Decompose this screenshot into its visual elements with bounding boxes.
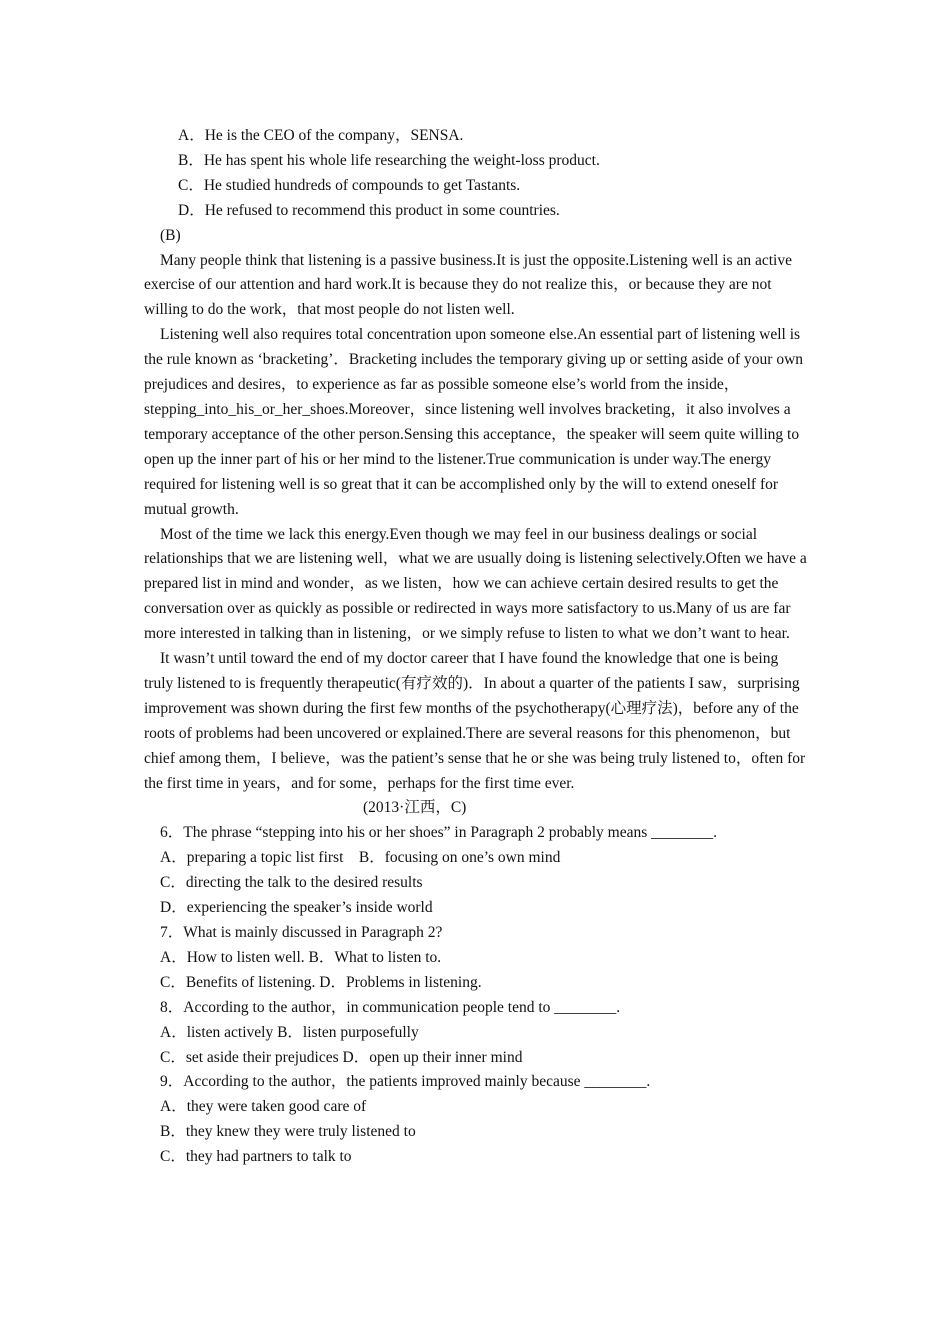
document-content: [144, 124, 809, 1170]
prev-option-b: B．He has spent his whole life researching the weight-loss product.: [178, 151, 600, 169]
question-6-options-ab: A．preparing a topic list first B．focusing on one’s own mind: [160, 849, 561, 867]
question-7-options-cd: C．Benefits of listening. D．Problems in listening.: [160, 973, 482, 991]
question-7: 7．What is mainly discussed in Paragraph 2?: [160, 924, 443, 941]
question-9-option-c: C．they had partners to talk to: [160, 1148, 352, 1166]
question-9-option-a: A．they were taken good care of: [160, 1098, 367, 1116]
question-8-options-ab: A．listen actively B．listen purposefully: [160, 1023, 419, 1041]
prev-option-a: A．He is the CEO of the company，SENSA.: [178, 127, 464, 144]
question-8: 8．According to the author，in communication people tend to ________.: [160, 998, 621, 1016]
section-label: (B): [160, 226, 181, 244]
question-8-options-cd: C．set aside their prejudices D．open up their inner mind: [160, 1048, 523, 1066]
source-citation: (2013·江西，C): [363, 799, 467, 817]
paragraph-1: Many people think that listening is a passive business.It is just the opposite.Listening well is an active exercise of our attention and hard work.It is because they do not realize this，or because they are not willing to do the work，that most people do not listen well.: [144, 251, 792, 319]
question-7-options-ab: A．How to listen well. B．What to listen to.: [160, 948, 442, 966]
prev-option-d: D．He refused to recommend this product in some countries.: [178, 201, 560, 219]
question-6-option-d: D．experiencing the speaker’s inside world: [160, 899, 433, 917]
question-6-option-c: C．directing the talk to the desired results: [160, 874, 423, 892]
question-9: 9．According to the author，the patients improved mainly because ________.: [160, 1073, 651, 1091]
question-6: 6．The phrase “stepping into his or her shoes” in Paragraph 2 probably means ________.: [160, 824, 718, 842]
prev-option-c: C．He studied hundreds of compounds to get Tastants.: [178, 176, 521, 194]
question-9-option-b: B．they knew they were truly listened to: [160, 1123, 416, 1141]
paragraph-3: Most of the time we lack this energy.Even though we may feel in our business dealings or social relationships that we are listening well，what we are usually doing is listening selectively.Often we have a prepared list in mind and wonder，as we listen，how we can achieve certain desired results to get the conversation over as quickly as possible or redirected in ways more satisfactory to us.Many of us are far more interested in talking than in listening，or we simply refuse to listen to what we don’t want to hear.: [144, 525, 807, 643]
paragraph-4: It wasn’t until toward the end of my doctor career that I have found the knowledge that one is being truly listened to is frequently therapeutic(有疗效的)．In about a quarter of the patients I saw，surprising improvement was shown during the first few months of the psychotherapy(心理疗法)，before any of the roots of problems had been uncovered or explained.There are several reasons for this phenomenon，but chief among them，I believe，was the patient’s sense that he or she was being truly listened to，often for the first time in years，and for some，perhaps for the first time ever.: [144, 650, 806, 792]
paragraph-2: Listening well also requires total concentration upon someone else.An essential part of listening well is the rule known as ‘bracketing’．Bracketing includes the temporary giving up or setting aside of your own prejudices and desires，to experience as far as possible someone else’s world from the inside，stepping_into_his_or_her_shoes.Moreover，since listening well involves bracketing，it also involves a temporary acceptance of the other person.Sensing this acceptance，the speaker will seem quite willing to open up the inner part of his or her mind to the listener.True communication is under way.The energy required for listening well is so great that it can be accomplished only by the will to extend oneself for mutual growth.: [144, 326, 804, 518]
